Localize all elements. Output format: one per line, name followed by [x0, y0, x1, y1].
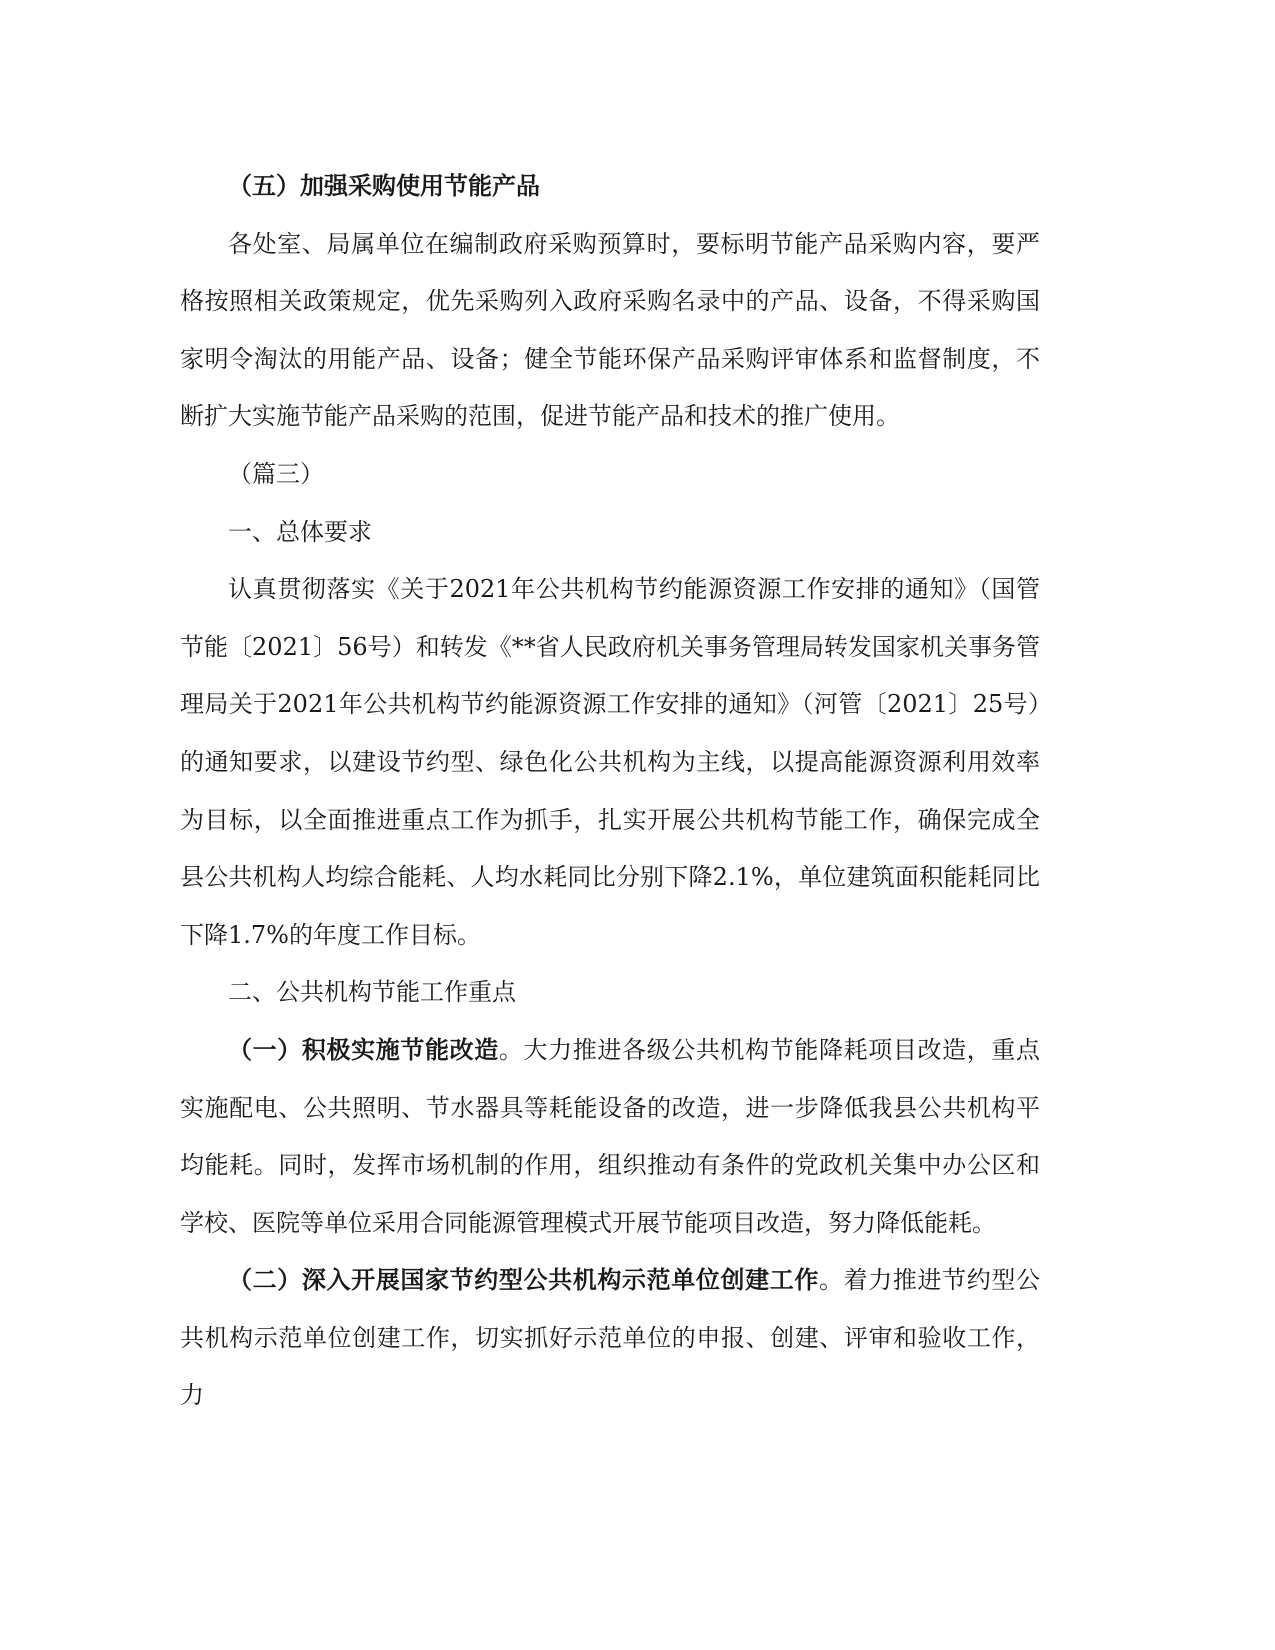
item-2-title: （二）深入开展国家节约型公共机构示范单位创建工作: [228, 1266, 819, 1295]
paragraph-item-2: [180, 1252, 1040, 1425]
section-heading-2: 二、公共机构节能工作重点: [228, 978, 516, 1007]
document-body: [180, 158, 1040, 1425]
paragraph-general-requirements: 认真贯彻落实《关于2021年公共机构节约能源资源工作安排的通知》（国管节能〔2021〕56号）和转发《**省人民政府机关事务管理局转发国家机关事务管理局关于2021年公共机构节约能源资源工作安排的通知》（河管〔2021〕25号）的通知要求，以建设节约型、绿色化公共机构为主线，以提高能源资源利用效率为目标，以全面推进重点工作为抓手，扎实开展公共机构节能工作，确保完成全县公共机构人均综合能耗、人均水耗同比分别下降2.1%，单位建筑面积能耗同比下降1.7%的年度工作目标。: [180, 575, 1040, 949]
item-1-body: 。大力推进各级公共机构节能降耗项目改造，重点实施配电、公共照明、节水器具等耗能设备的改造，进一步降低我县公共机构平均能耗。同时，发挥市场机制的作用，组织推动有条件的党政机关集中办公区和学校、医院等单位采用合同能源管理模式开展节能项目改造，努力降低能耗。: [180, 1035, 1040, 1237]
section-heading-5: （五）加强采购使用节能产品: [228, 172, 540, 200]
paragraph-item-1: [180, 1022, 1040, 1252]
section-heading-1: 一、总体要求: [228, 517, 372, 546]
part-label: （篇三）: [228, 459, 324, 488]
item-1-title: （一）积极实施节能改造: [228, 1035, 499, 1064]
item-2-body: 。着力推进节约型公共机构示范单位创建工作，切实抓好示范单位的申报、创建、评审和验收工作，力: [180, 1266, 1040, 1410]
paragraph-procurement: 各处室、局属单位在编制政府采购预算时，要标明节能产品采购内容，要严格按照相关政策规定，优先采购列入政府采购名录中的产品、设备，不得采购国家明令淘汰的用能产品、设备；健全节能环保产品采购评审体系和监督制度，不断扩大实施节能产品采购的范围，促进节能产品和技术的推广使用。: [180, 229, 1040, 431]
